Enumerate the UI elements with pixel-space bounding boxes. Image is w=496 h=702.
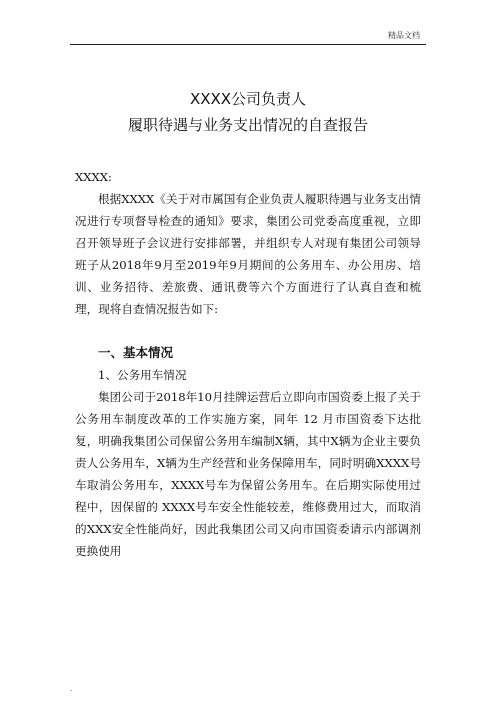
footer-mark: .	[70, 684, 73, 693]
subsection-heading: 1、公务用车情况	[98, 368, 187, 382]
paragraph-intro: 根据XXXX《关于对市属国有企业负责人履职待遇与业务支出情况进行专项督导检查的通知》要求，集团公司党委高度重视，立即召开领导班子会议进行安排部署，并组织专人对现有集团公司领导班子从2018年9月至2019年9月期间的公务用车、办公用房、培训、业务招待、差旅费、通讯费等六个方面进行了认真自查和梳理，现将自查情况报告如下:	[75, 192, 421, 316]
document-title-line-1: XXXX公司负责人	[189, 90, 307, 108]
header-divider	[70, 44, 426, 45]
paragraph-vehicle-usage: 集团公司于2018年10月挂牌运营后立即向市国资委上报了关于公务用车制度改革的工作实施方案，同年 12 月市国资委下达批复，明确我集团公司保留公务用车编制X辆，其中X辆为企业主要负责人公务用车，X辆为生产经营和业务保障用车，同时明确XXXX号车取消公务用车，XXXX号车为保留公务用车。在后期实际使用过程中，因保留的 XXXX号车安全性能较差，维修费用过大，而取消的XXX安全性能尚好，因此我集团公司又向市国资委请示内部调剂更换使用	[75, 390, 421, 558]
document-title-line-2: 履职待遇与业务支出情况的自查报告	[127, 116, 368, 134]
section-heading: 一、基本情况	[98, 345, 174, 360]
salutation: XXXX:	[75, 170, 112, 184]
header-label: 精品文档	[388, 31, 420, 40]
